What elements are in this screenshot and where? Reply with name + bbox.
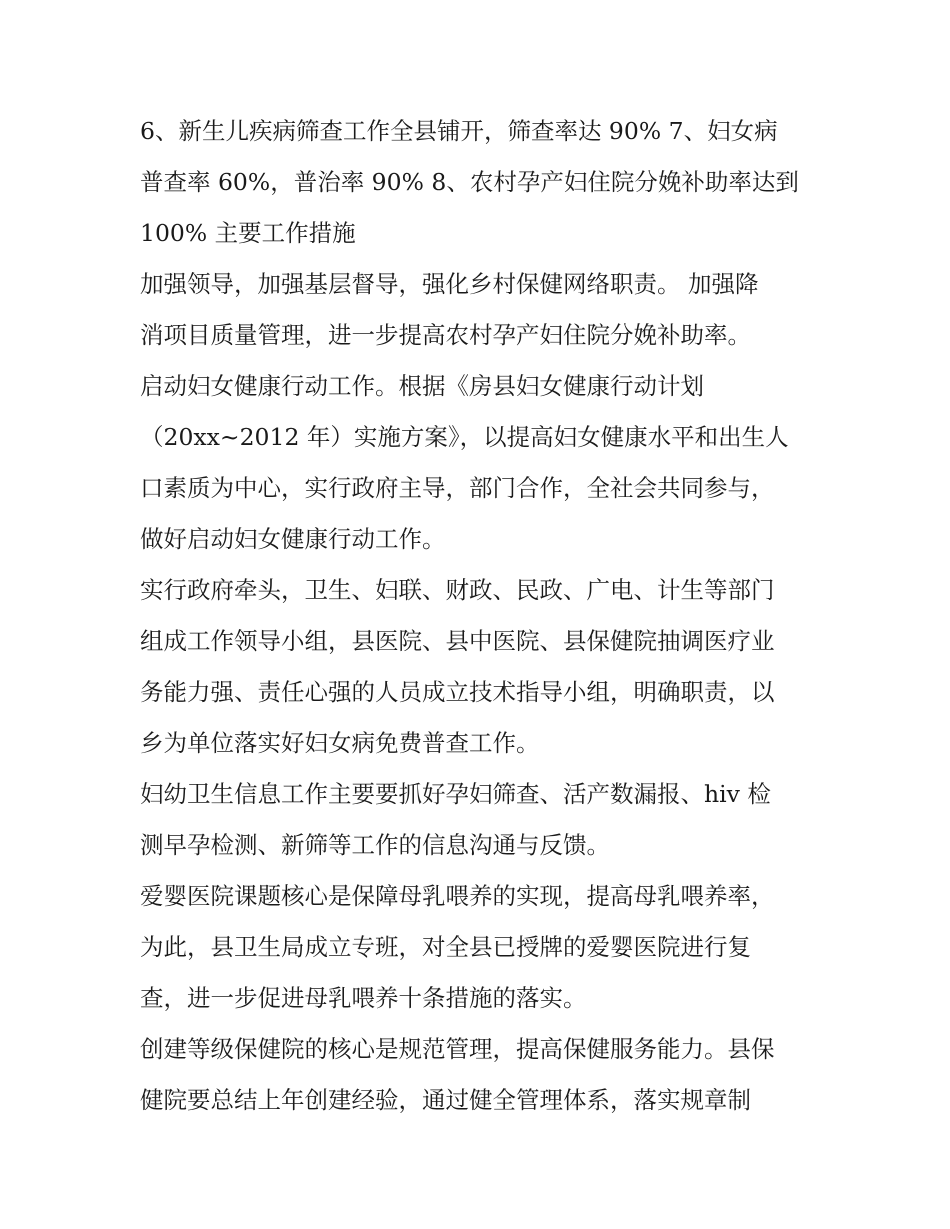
text-line: 6、新生儿疾病筛查工作全县铺开，筛查率达 90% 7、妇女病 (140, 117, 778, 145)
text-line: 爱婴医院课题核心是保障母乳喂养的实现，提高母乳喂养率， (140, 882, 775, 910)
paragraph-targets (140, 106, 820, 259)
text-line: 乡为单位落实好妇女病免费普查工作。 (140, 729, 540, 757)
text-line: 创建等级保健院的核心是规范管理，提高保健服务能力。县保 (140, 1035, 775, 1063)
text-line: 务能力强、责任心强的人员成立技术指导小组，明确职责，以 (140, 678, 775, 706)
text-line: 健院要总结上年创建经验，通过健全管理体系，落实规章制 (140, 1086, 751, 1114)
document-body (140, 106, 820, 1126)
text-line: 口素质为中心，实行政府主导，部门合作，全社会共同参与， (140, 474, 775, 502)
text-line: 消项目质量管理，进一步提高农村孕产妇住院分娩补助率。 (140, 321, 751, 349)
text-line: 100% 主要工作措施 (140, 219, 356, 247)
paragraph-women-health-action (140, 361, 820, 565)
paragraph-graded-health-center (140, 1024, 820, 1126)
text-line: 普查率 60%，普治率 90% 8、农村孕产妇住院分娩补助率达到 (140, 168, 799, 196)
paragraph-information-work (140, 769, 820, 871)
text-line: 实行政府牵头，卫生、妇联、财政、民政、广电、计生等部门 (140, 576, 775, 604)
text-line: 做好启动妇女健康行动工作。 (140, 525, 446, 553)
paragraph-leadership (140, 259, 820, 361)
text-line: 启动妇女健康行动工作。根据《房县妇女健康行动计划 (140, 372, 704, 400)
text-line: 组成工作领导小组，县医院、县中医院、县保健院抽调医疗业 (140, 627, 775, 655)
text-line: 加强领导，加强基层督导，强化乡村保健网络职责。 加强降 (140, 270, 759, 298)
text-line: 为此，县卫生局成立专班，对全县已授牌的爱婴医院进行复 (140, 933, 751, 961)
text-line: （20xx~2012 年）实施方案》，以提高妇女健康水平和出生人 (140, 423, 789, 451)
text-line: 测早孕检测、新筛等工作的信息沟通与反馈。 (140, 831, 610, 859)
paragraph-government-lead (140, 565, 820, 769)
paragraph-baby-friendly-hospital (140, 871, 820, 1024)
text-line: 查，进一步促进母乳喂养十条措施的落实。 (140, 984, 587, 1012)
text-line: 妇幼卫生信息工作主要要抓好孕妇筛查、活产数漏报、hiv 检 (140, 780, 771, 808)
